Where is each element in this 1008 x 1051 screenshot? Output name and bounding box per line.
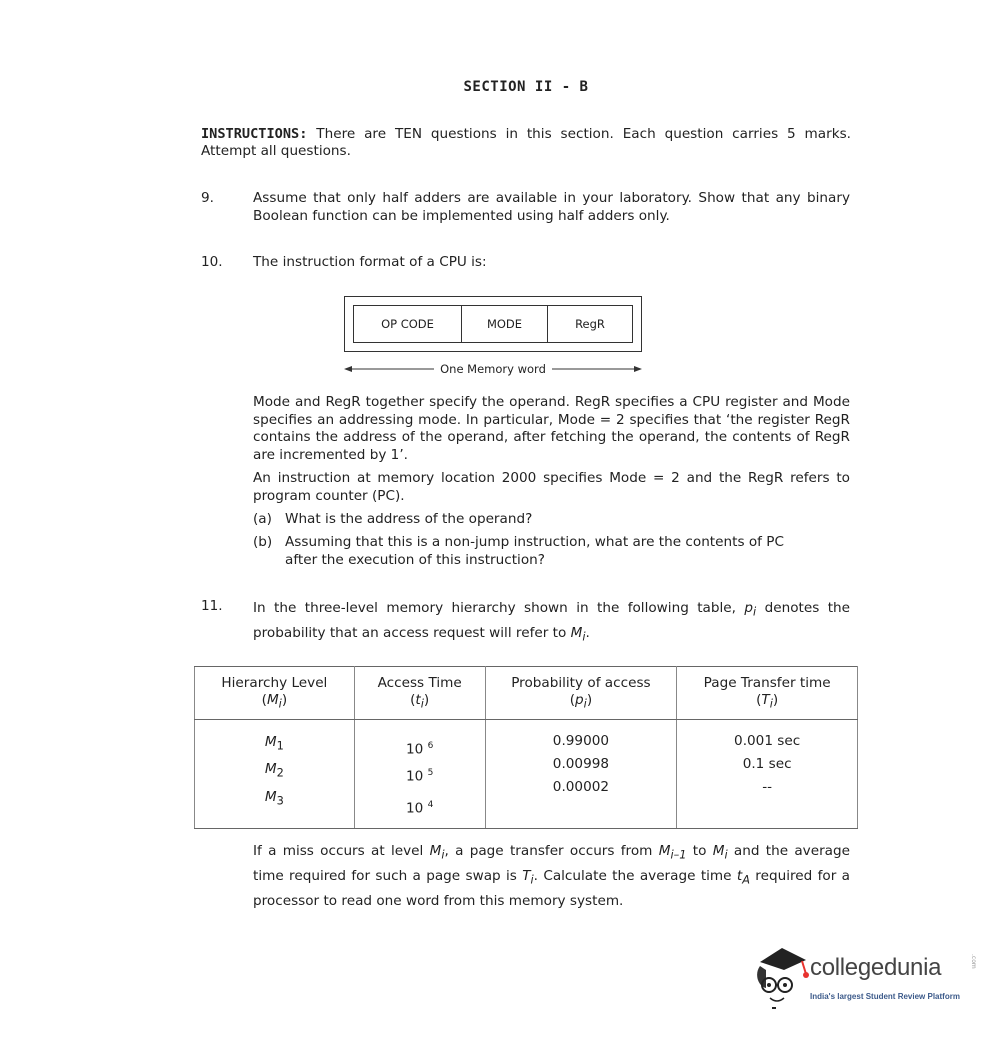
q11-intro-part: denotes the probability that an access request will refer to [253,600,851,642]
q10-para1: Mode and RegR together specify the operand. RegR specifies a CPU register and Mode specifies an addressing mode. In particular, Mode = 2 specifies that ‘the register RegR contains the address of the operand, after fetching the operand, the contents of RegR are incremented by 1’. [253,394,850,463]
logo-tagline: India's largest Student Review Platform [810,992,960,1001]
q10-part-b-text-2: after the execution of this instruction? [285,551,545,568]
q10-part-b-text-1: Assuming that this is a non-jump instruction, what are the contents of PC [285,534,784,550]
q10-part-a-label: (a) [253,511,272,527]
header-title: Page Transfer time [703,675,831,691]
opcode-field: OP CODE [354,306,462,342]
access-time-exp: 6 [427,740,434,751]
instruction-format-diagram [344,296,642,352]
symbol-m: M [429,843,442,859]
header-symbol-sub: i [769,696,773,711]
q11-outro-part: required for a processor to read one word from this memory system. [253,868,850,910]
level-symbol: M [264,761,277,778]
q11-outro-part: . Calculate the average time [533,868,737,885]
header-title: Probability of access [511,675,651,691]
probability-value: 0.00002 [552,778,610,795]
mode-field: MODE [462,306,548,342]
header-title: Access Time [377,675,462,691]
q9-text: Assume that only half adders are available in your laboratory. Show that any binary Boolean function can be implemented using half adders only. [253,190,850,224]
q10-text: The instruction format of a CPU is: [253,254,487,270]
levels-cell [195,719,355,829]
probabilities-cell [485,719,677,829]
header-symbol-sub: i [278,696,282,711]
probability-value: 0.99000 [552,732,610,749]
q11-outro-part: , a page transfer occurs from [444,843,659,859]
symbol-m: M [658,843,671,859]
level-symbol: M [264,789,277,806]
access-time-exp: 5 [427,768,434,779]
q11-intro-part: In the three-level memory hierarchy shown in the following table, [253,600,745,616]
regr-field: RegR [575,317,605,331]
symbol-sub: i [441,847,445,862]
logo-name: collegedunia [810,954,942,981]
instructions-text: There are TEN questions in this section. Each question carries 5 marks. Attempt all questions. [201,126,851,159]
header-access-time: Access Time $(t_i)$ [354,667,485,720]
symbol-m: M [570,625,583,642]
transfer-time-value: 0.1 sec [742,755,792,772]
q10-part-a [253,511,850,529]
header-symbol: p [575,692,584,708]
q11-outro-part: and the average time required for such a page swap is [253,843,850,885]
q11-outro-part: If a miss occurs at level [253,843,430,859]
header-title: Hierarchy Level [221,675,328,691]
instructions-lead: INSTRUCTIONS: [201,126,308,142]
memory-hierarchy-table [194,666,858,829]
q10-number: 10. [201,254,223,270]
level-sub: 2 [276,766,284,781]
q10-part-b [253,534,850,569]
header-symbol: T [761,692,770,708]
header-symbol: t [415,692,421,708]
header-symbol: M [266,692,279,708]
level-sub: 1 [276,738,284,753]
probability-value: 0.00998 [552,755,610,772]
symbol-m: M [712,843,725,859]
symbol-t: T [522,868,531,885]
mascot-icon [752,940,810,1010]
transfer-time-value: -- [762,778,773,795]
memory-word-arrow [344,362,642,376]
transfer-times-cell [677,719,858,829]
access-time-base: 10 [405,800,424,817]
q11-intro-part: . [585,625,590,642]
access-times-cell [354,719,485,829]
symbol-sub: i [530,872,534,887]
symbol-sub: i [753,604,757,619]
access-time-exp: 4 [427,799,434,810]
access-time-base: 10 [405,741,424,758]
level-sub: 3 [276,793,284,808]
table-body-row [195,719,858,829]
table-header-row [195,667,858,720]
symbol-sub: A [742,872,750,887]
memory-word-label: One Memory word [434,362,552,376]
level-symbol: M [264,733,277,750]
header-probability: Probability of access $(p_i)$ [485,667,677,720]
q11-outro-part: to [686,843,713,859]
instructions [201,126,851,160]
instruction-format-fields [353,305,633,343]
header-symbol-sub: i [420,696,424,711]
transfer-time-value: 0.001 sec [734,732,801,749]
collegedunia-logo [752,940,982,1010]
header-hierarchy-level: Hierarchy Level $(M_i)$ [195,667,355,720]
symbol-p: p [744,600,754,616]
symbol-t: t [736,868,743,885]
q10-part-a-text: What is the address of the operand? [285,511,533,527]
symbol-sub: i [582,629,586,644]
access-time-base: 10 [405,768,424,785]
q11-outro [253,841,850,913]
q9-number: 9. [201,190,214,206]
header-page-transfer-time: Page Transfer time $(T_i)$ [677,667,858,720]
symbol-sub: i [724,847,728,862]
q10-para2: An instruction at memory location 2000 specifies Mode = 2 and the RegR refers to program counter (PC). [253,470,850,504]
q10-part-b-label: (b) [253,534,273,550]
header-symbol-sub: i [583,696,587,711]
symbol-sub: i–1 [670,847,687,862]
q11-number: 11. [201,598,223,614]
section-title: SECTION II - B [463,79,589,95]
logo-com: .com [970,954,977,969]
q11-intro [253,598,850,648]
